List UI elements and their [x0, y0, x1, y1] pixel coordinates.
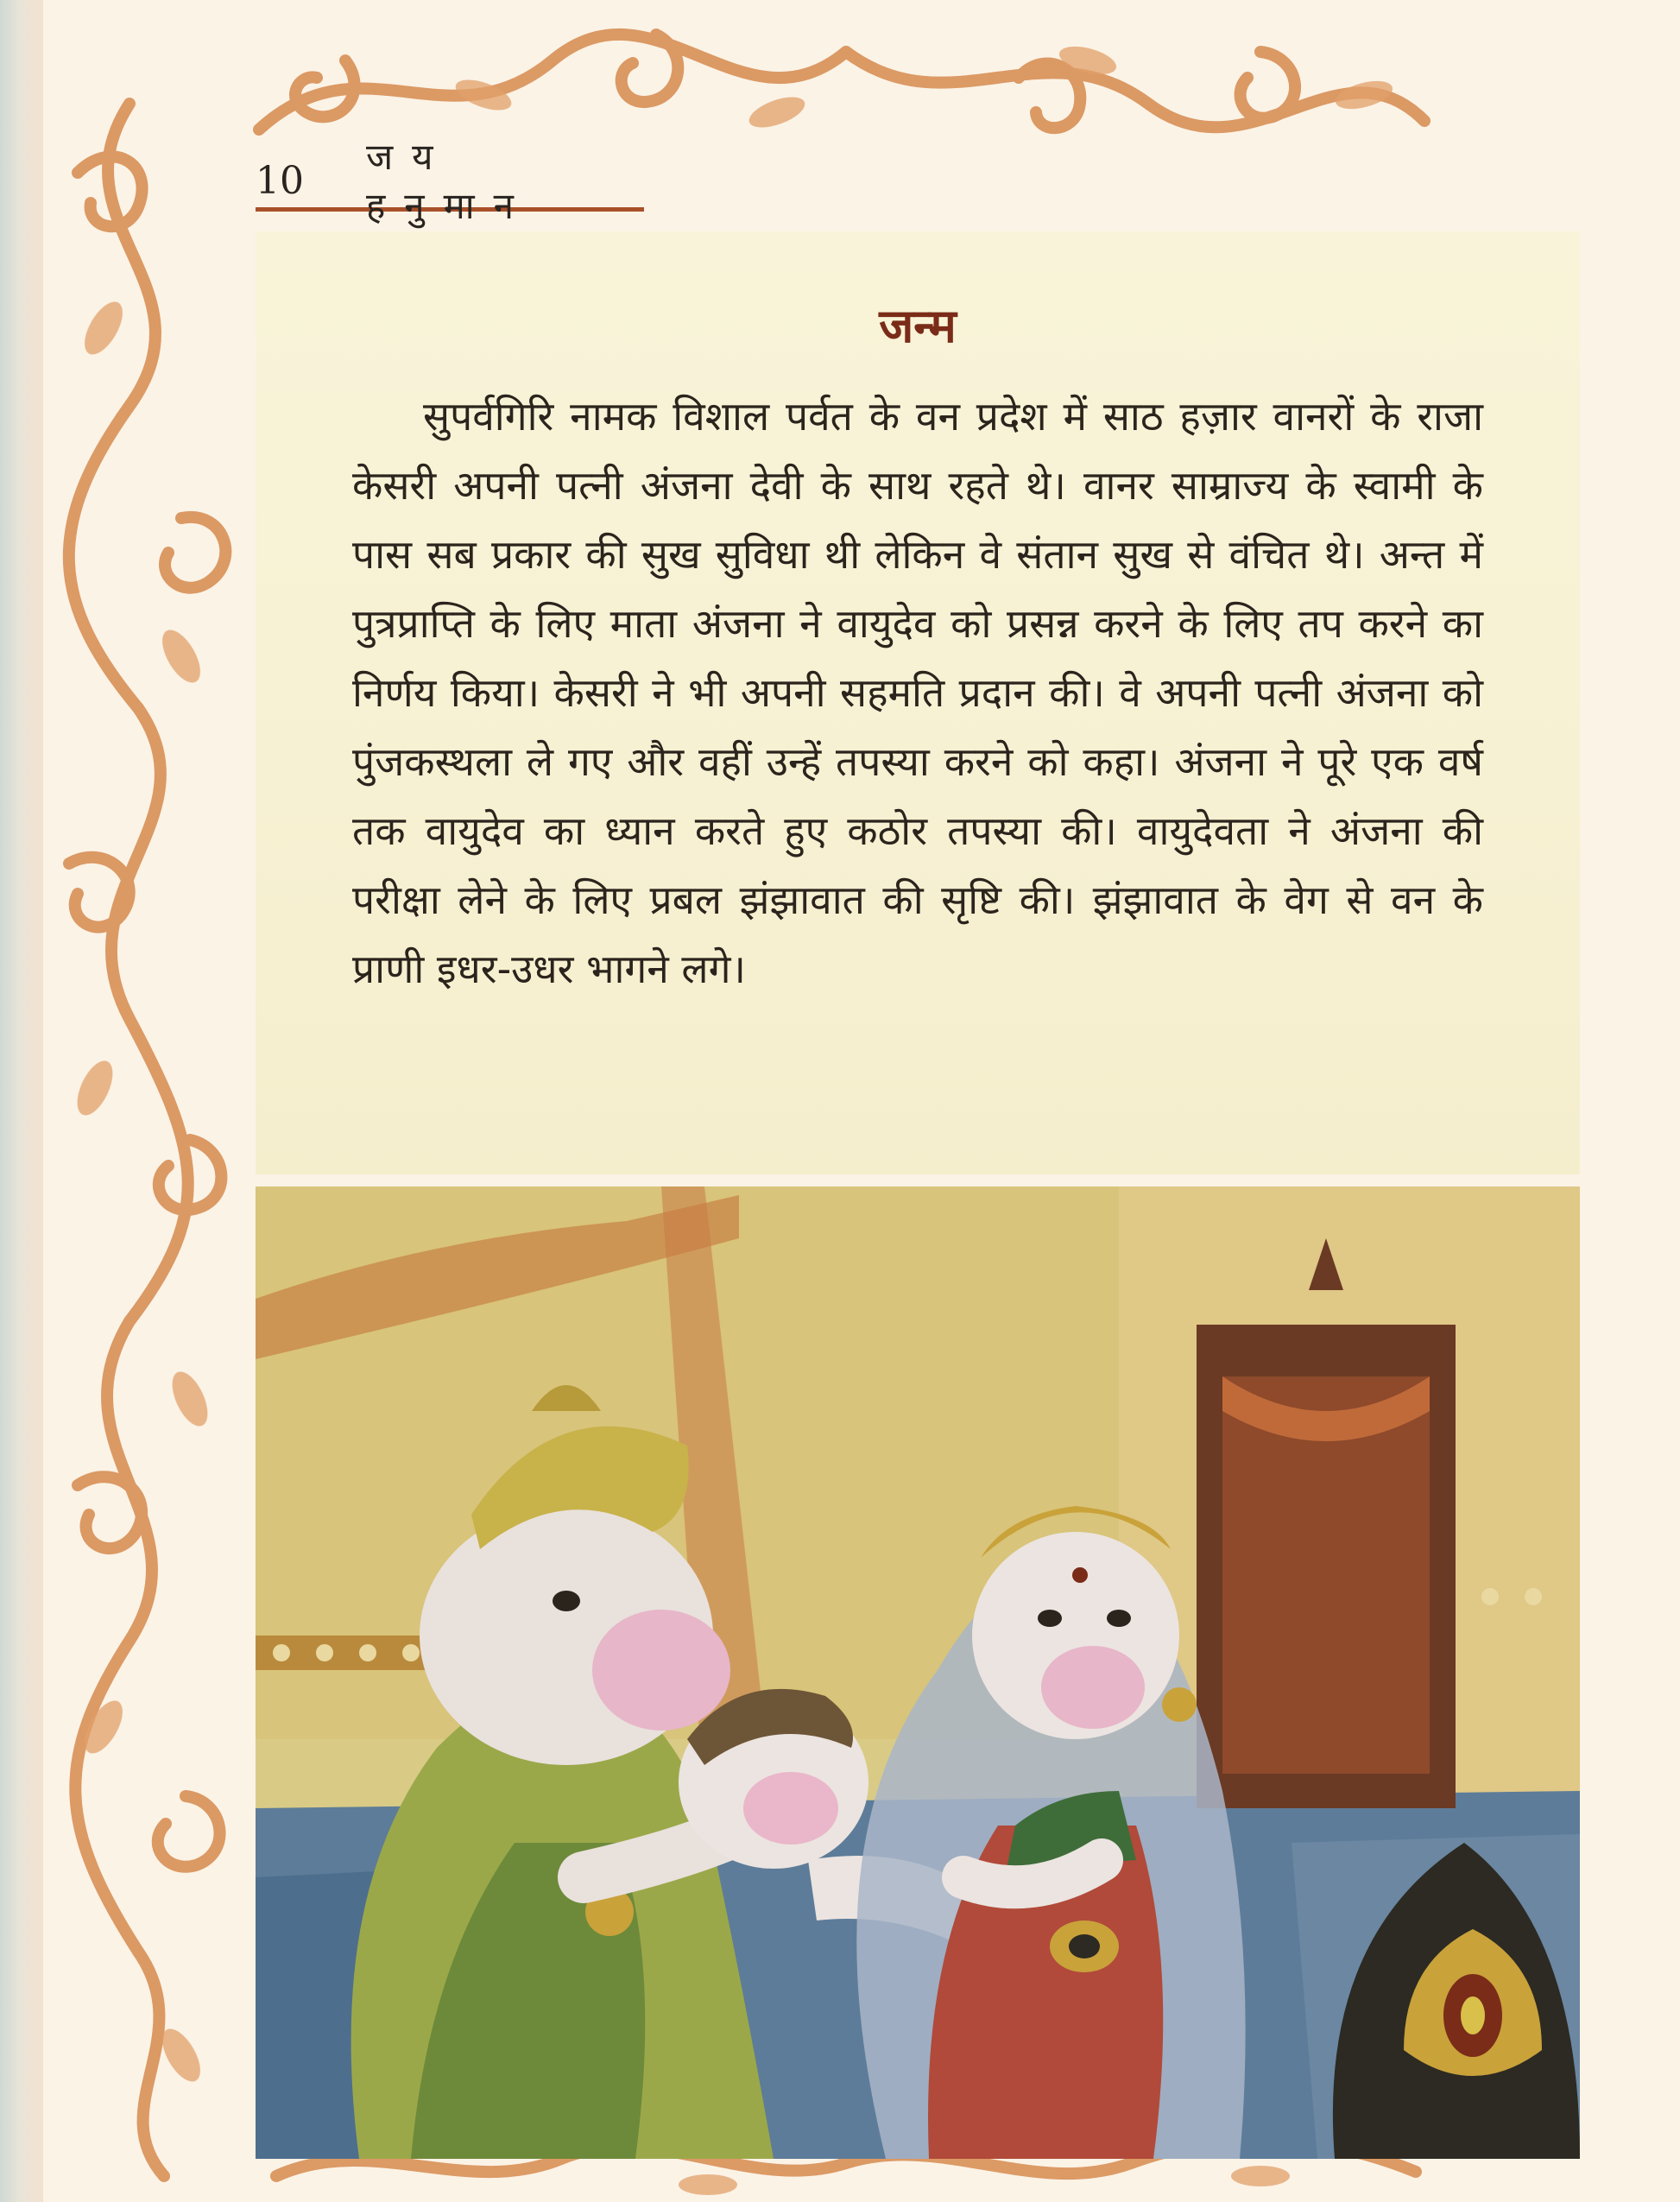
illustration-birth-of-hanuman [256, 1186, 1580, 2159]
chapter-paragraph: सुपर्वगिरि नामक विशाल पर्वत के वन प्रदेश में साठ हज़ार वानरों के राजा केसरी अपनी पत्नी अंजना देवी के साथ रहते थे। वानर साम्राज्य के स्वामी के पास सब प्रकार की सुख सुविधा थी लेकिन वे संतान सुख से वंचित थे। अन्त में पुत्रप्राप्ति के लिए माता अंजना ने वायुदेव को प्रसन्न करने के लिए तप करने का निर्णय किया। केसरी ने भी अपनी सहमति प्रदान की। वे अपनी पत्नी अंजना को पुंजकस्थला ले गए और वहीं उन्हें तपस्या करने को कहा। अंजना ने पूरे एक वर्ष तक वायुदेव का ध्यान करते हुए कठोर तपस्या की। वायुदेवता ने अंजना की परीक्षा लेने के लिए प्रबल झंझावात की सृष्टि की। झंझावात के वेग से वन के प्राणी इधर-उधर भागने लगे। [352, 393, 1483, 992]
chapter-text-panel [256, 231, 1580, 1174]
running-header [256, 136, 644, 227]
book-title: जय हनुमान [366, 136, 533, 227]
page-number: 10 [256, 158, 304, 203]
chapter-title: जन्म [879, 299, 957, 353]
